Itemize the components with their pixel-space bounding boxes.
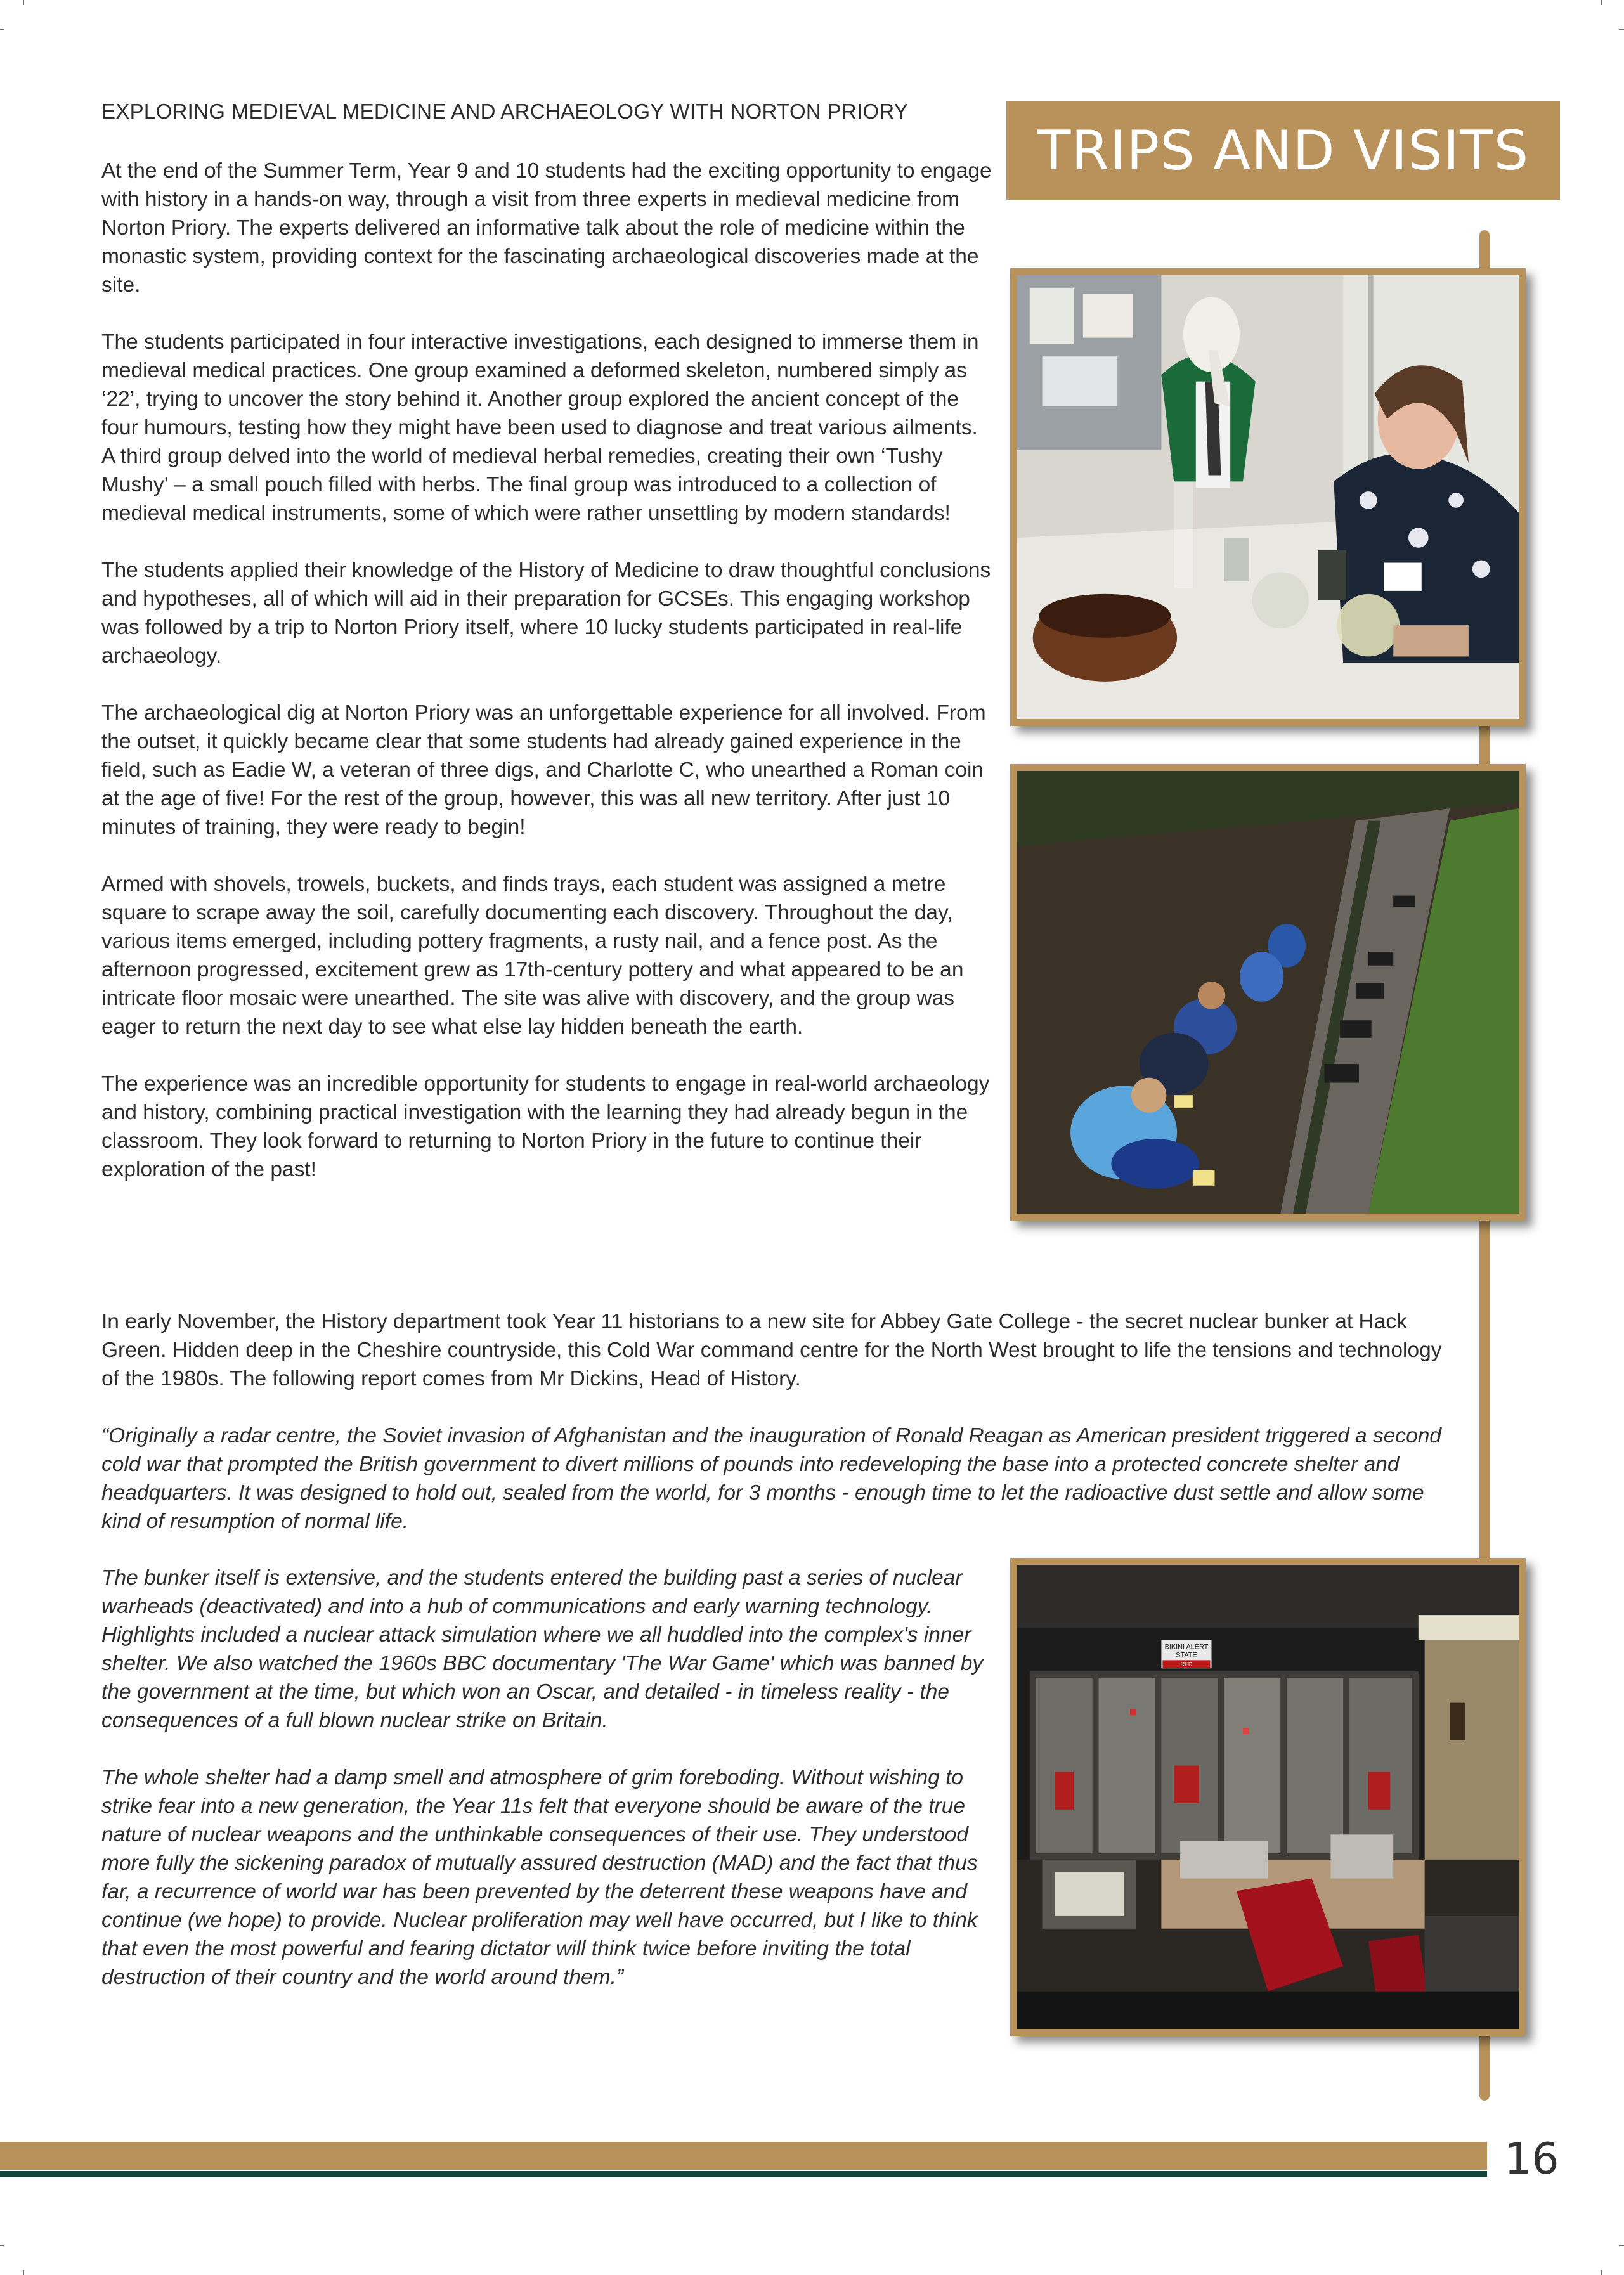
paragraph: The archaeological dig at Norton Priory was an unforgettable experience for all involved. From the outset, it quickly became clear that some students had already gained experience in the field, such as Eadie W, a veteran of three digs, and Charlotte C, who unearthed a Roman coin at the age of five! For the rest of the group, however, this was all new territory. After just 10 minutes of training, they were ready to begin! [101, 701, 986, 839]
workshop-photo [1010, 268, 1526, 726]
quote-paragraph: The whole shelter had a damp smell and atmosphere of grim foreboding. Without wishing to strike fear into a new generation, the Year 11s felt that everyone should be aware of the true nature of nuclear weapons and the unthinkable consequences of their use. They understood more fully the sickening paradox of mutually assured destruction (MAD) and the fact that thus far, a recurrence of world war has been prevented by the deterrent these weapons have and continue (we hope) to provide. Nuclear proliferation may well have occurred, but I like to think that even the most powerful and fearing dictator will think twice before inviting the total destruction of their country and the world around them.” [101, 1766, 978, 1989]
article-heading: EXPLORING MEDIEVAL MEDICINE AND ARCHAEOLOGY WITH NORTON PRIORY [101, 100, 909, 123]
quote-paragraph: “Originally a radar centre, the Soviet invasion of Afghanistan and the inauguration of Ronald Reagan as American president triggered a second cold war that prompted the British government to divert millions of pounds into redeveloping the base into a protected concrete shelter and headquarters. It was designed to hold out, sealed from the world, for 3 months - enough time to let the radioactive dust settle and allow some kind of resumption of normal life. [101, 1424, 1442, 1533]
sign-text: RED [1180, 1661, 1193, 1668]
crop-mark [1619, 2245, 1624, 2246]
paragraph: The experience was an incredible opportunity for students to engage in real-world archaeology and history, combining practical investigation with the learning they had already begun in the classroom. They look forward to returning to Norton Priory in the future to continue their exploration of the past! [101, 1072, 990, 1181]
bunker-report-intro [101, 1307, 1465, 1564]
paragraph: The students applied their knowledge of the History of Medicine to draw thoughtful conclusions and hypotheses, all of which will aid in their preparation for GCSEs. This engaging workshop was followed by a trip to Norton Priory itself, where 10 lucky students participated in real-life archaeology. [101, 559, 991, 668]
crop-mark [0, 29, 4, 30]
crop-mark [23, 2270, 24, 2275]
crop-mark [1601, 0, 1602, 5]
bunker-photo [1010, 1558, 1526, 2036]
sign-text: STATE [1176, 1651, 1197, 1659]
dig-photo [1010, 764, 1526, 1221]
crop-mark [1619, 29, 1624, 30]
crop-mark [23, 0, 24, 5]
article-body [101, 157, 992, 1212]
paragraph: The students participated in four interactive investigations, each designed to immerse them in medieval medical practices. One group examined a deformed skeleton, numbered simply as ‘22’, trying to uncover the story behind it. Another group explored the ancient concept of the four humours, testing how they might have been used to diagnose and treat various ailments. A third group delved into the world of medieval herbal remedies, creating their own ‘Tushy Mushy’ – a small pouch filled with herbs. The final group was introduced to a collection of medieval medical instruments, some of which were rather unsettling by modern standards! [101, 330, 979, 525]
paragraph: In early November, the History department took Year 11 historians to a new site for Abbey Gate College - the secret nuclear bunker at Hack Green. Hidden deep in the Cheshire countryside, this Cold War command centre for the North West brought to life the tensions and technology of the 1980s. The following report comes from Mr Dickins, Head of History. [101, 1310, 1442, 1390]
footer-green-bar [0, 2171, 1487, 2177]
bunker-report-quote [101, 1564, 992, 2020]
crop-mark [0, 2245, 4, 2246]
quote-paragraph: The bunker itself is extensive, and the students entered the building past a series of nuclear warheads (deactivated) and into a hub of communications and early warning technology. Highlights included a nuclear attack simulation where we all huddled into the complex's inner shelter. We also watched the 1960s BBC documentary 'The War Game' which was banned by the government at the time, but which won an Oscar, and detailed - in timeless reality - the consequences of a full blown nuclear strike on Britain. [101, 1566, 984, 1732]
paragraph: At the end of the Summer Term, Year 9 and 10 students had the exciting opportunity to engage with history in a hands-on way, through a visit from three experts in medieval medicine from Norton Priory. The experts delivered an informative talk about the role of medicine within the monastic system, providing context for the fascinating archaeological discoveries made at the site. [101, 159, 992, 297]
section-banner: TRIPS AND VISITS [1006, 101, 1560, 200]
crop-mark [1601, 2270, 1602, 2275]
sign-text: BIKINI ALERT [1164, 1643, 1209, 1651]
page-number: 16 [1504, 2134, 1559, 2184]
paragraph: Armed with shovels, trowels, buckets, and finds trays, each student was assigned a metre square to scrape away the soil, carefully documenting each discovery. Throughout the day, various items emerged, including pottery fragments, a rusty nail, and a fence post. As the afternoon progressed, excitement grew as 17th-century pottery and what appeared to be an intricate floor mosaic were unearthed. The site was alive with discovery, and the group was eager to return the next day to see what else lay hidden beneath the earth. [101, 872, 964, 1039]
footer-gold-bar [0, 2142, 1487, 2170]
